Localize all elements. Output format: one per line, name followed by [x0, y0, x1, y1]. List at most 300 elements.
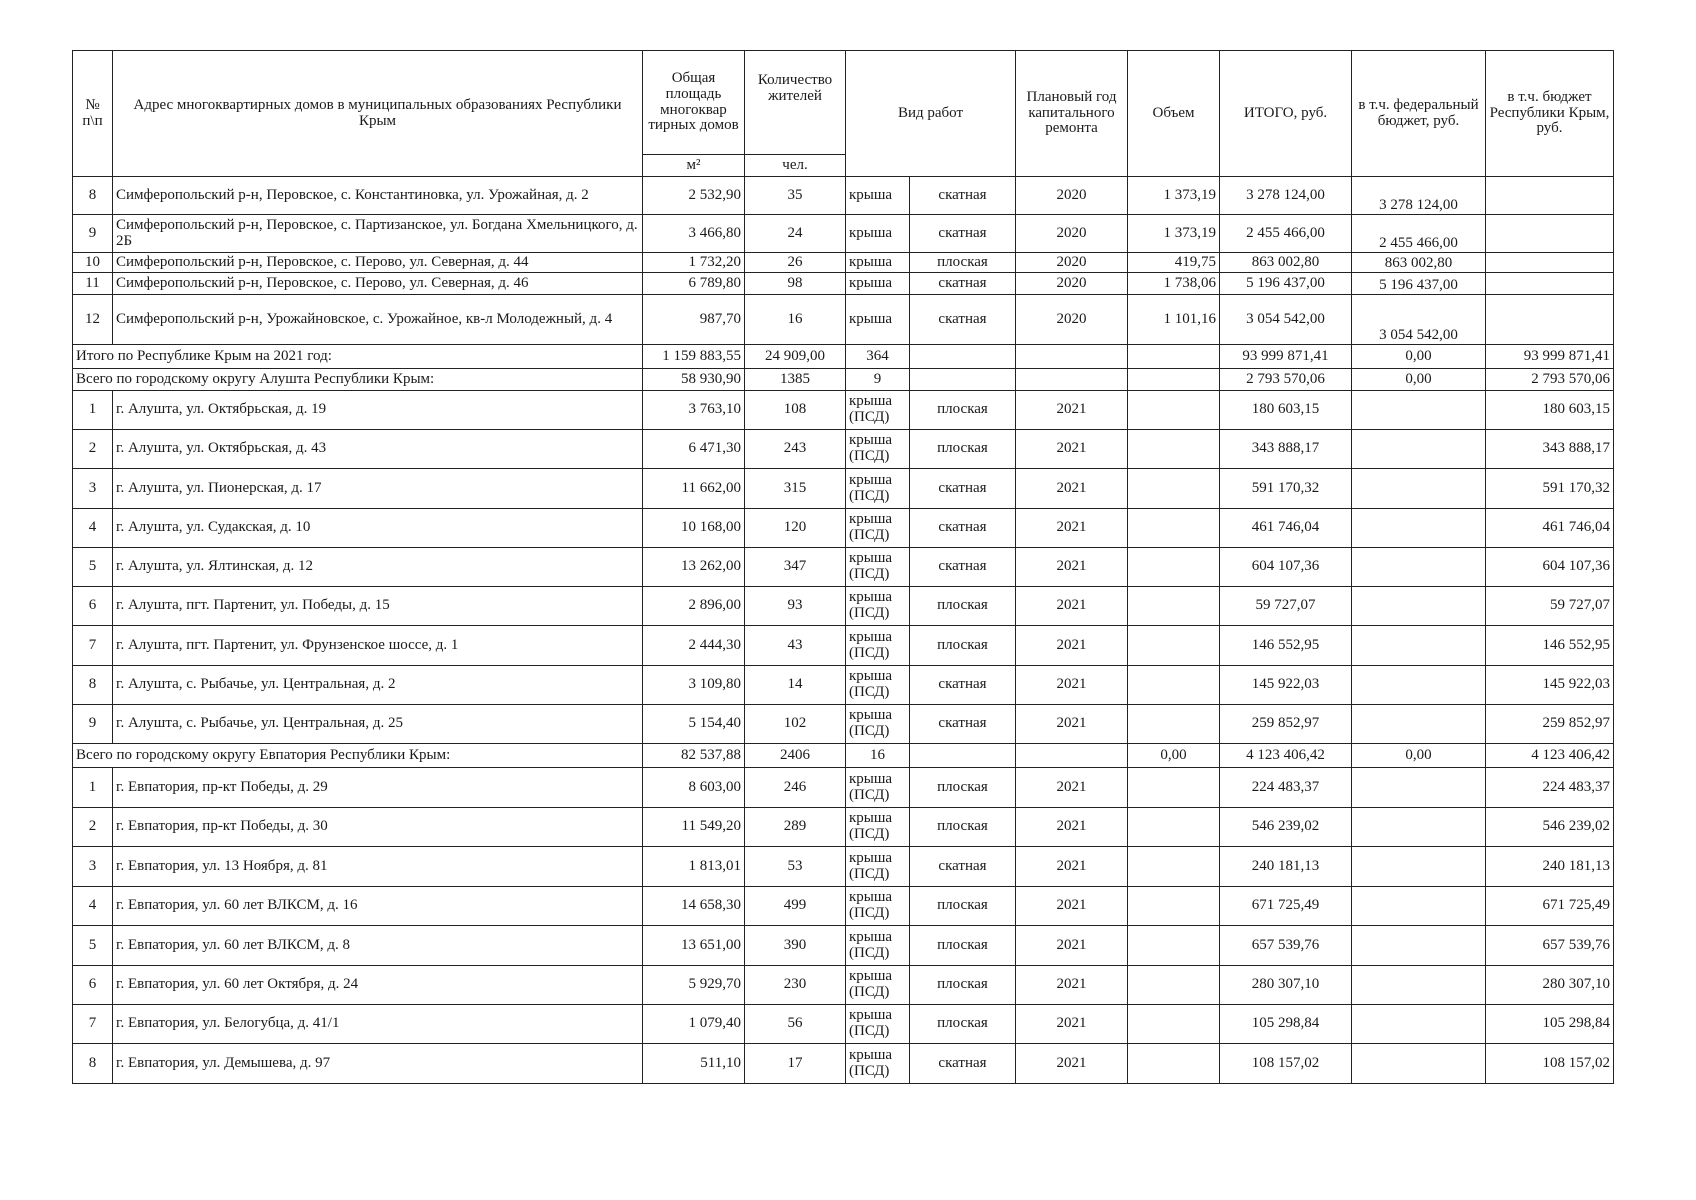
cell-address: г. Алушта, пгт. Партенит, ул. Победы, д. 15 [113, 587, 643, 626]
cell-work-type: крыша (ПСД) [846, 469, 910, 509]
summary-row [73, 369, 1614, 391]
cell-num: 3 [73, 469, 113, 509]
cell-roof-type: скатная [910, 273, 1016, 295]
cell-federal [1352, 768, 1486, 808]
cell-address: г. Алушта, пгт. Партенит, ул. Фрунзенское шоссе, д. 1 [113, 626, 643, 666]
cell-regional [1486, 253, 1614, 273]
cell-area: 1 079,40 [643, 1005, 745, 1044]
cell-residents: 289 [745, 808, 846, 847]
table-row [73, 1005, 1614, 1044]
cell-total: 671 725,49 [1220, 887, 1352, 926]
cell-total: 2 455 466,00 [1220, 215, 1352, 253]
cell-volume [1128, 1044, 1220, 1084]
cell-volume [1128, 768, 1220, 808]
cell-regional: 146 552,95 [1486, 626, 1614, 666]
cell-federal [1352, 966, 1486, 1005]
table-row [73, 469, 1614, 509]
cell-year [1016, 369, 1128, 391]
cell-volume: 419,75 [1128, 253, 1220, 273]
cell-federal: 0,00 [1352, 744, 1486, 768]
cell-regional [1486, 295, 1614, 345]
cell-regional [1486, 215, 1614, 253]
cell-area: 10 168,00 [643, 509, 745, 548]
cell-address: г. Алушта, с. Рыбачье, ул. Центральная, д. 2 [113, 666, 643, 705]
cell-total: 461 746,04 [1220, 509, 1352, 548]
cell-area: 2 896,00 [643, 587, 745, 626]
cell-federal [1352, 705, 1486, 744]
cell-num: 4 [73, 509, 113, 548]
cell-federal: 0,00 [1352, 345, 1486, 369]
cell-num: 1 [73, 391, 113, 430]
cell-year: 2021 [1016, 705, 1128, 744]
cell-federal: 3 054 542,00 [1352, 295, 1486, 345]
cell-address: г. Евпатория, пр-кт Победы, д. 29 [113, 768, 643, 808]
cell-year: 2021 [1016, 666, 1128, 705]
col-header-num: № п\п [73, 51, 113, 177]
cell-work-type: крыша (ПСД) [846, 509, 910, 548]
cell-volume [1128, 430, 1220, 469]
cell-volume [1128, 369, 1220, 391]
cell-work-type: крыша (ПСД) [846, 1044, 910, 1084]
cell-num: 4 [73, 887, 113, 926]
cell-volume [1128, 548, 1220, 587]
cell-address: г. Алушта, ул. Ялтинская, д. 12 [113, 548, 643, 587]
cell-volume [1128, 705, 1220, 744]
cell-work-type: крыша [846, 295, 910, 345]
cell-total: 604 107,36 [1220, 548, 1352, 587]
cell-federal [1352, 847, 1486, 887]
cell-residents: 98 [745, 273, 846, 295]
summary-label: Всего по городскому округу Алушта Республики Крым: [73, 369, 643, 391]
cell-work-type: крыша (ПСД) [846, 847, 910, 887]
table-row [73, 295, 1614, 345]
cell-area: 511,10 [643, 1044, 745, 1084]
cell-year: 2021 [1016, 887, 1128, 926]
cell-year [1016, 345, 1128, 369]
cell-area: 6 789,80 [643, 273, 745, 295]
cell-total: 657 539,76 [1220, 926, 1352, 966]
cell-num: 7 [73, 1005, 113, 1044]
cell-volume: 1 738,06 [1128, 273, 1220, 295]
cell-regional: 546 239,02 [1486, 808, 1614, 847]
cell-num: 9 [73, 705, 113, 744]
cell-regional: 59 727,07 [1486, 587, 1614, 626]
cell-work-type: крыша (ПСД) [846, 548, 910, 587]
cell-volume: 0,00 [1128, 744, 1220, 768]
cell-federal [1352, 887, 1486, 926]
cell-volume [1128, 808, 1220, 847]
cell-federal: 0,00 [1352, 369, 1486, 391]
cell-regional: 105 298,84 [1486, 1005, 1614, 1044]
cell-volume [1128, 391, 1220, 430]
cell-work-type: крыша [846, 273, 910, 295]
cell-total: 145 922,03 [1220, 666, 1352, 705]
cell-year: 2021 [1016, 548, 1128, 587]
cell-federal [1352, 469, 1486, 509]
cell-year: 2021 [1016, 626, 1128, 666]
cell-area: 3 109,80 [643, 666, 745, 705]
cell-address: г. Алушта, с. Рыбачье, ул. Центральная, д. 25 [113, 705, 643, 744]
cell-federal [1352, 548, 1486, 587]
col-header-regional: в т.ч. бюджет Республики Крым, руб. [1486, 51, 1614, 177]
table-row [73, 887, 1614, 926]
col-header-area: Общая площадь многоквар тирных домов [643, 51, 745, 155]
capital-repair-table [72, 50, 1614, 1084]
cell-volume [1128, 587, 1220, 626]
cell-address: г. Алушта, ул. Октябрьская, д. 43 [113, 430, 643, 469]
cell-roof-type: плоская [910, 768, 1016, 808]
cell-year: 2021 [1016, 469, 1128, 509]
cell-residents: 16 [745, 295, 846, 345]
cell-volume [1128, 469, 1220, 509]
cell-volume [1128, 966, 1220, 1005]
cell-volume [1128, 1005, 1220, 1044]
cell-work-type: крыша [846, 253, 910, 273]
cell-area: 6 471,30 [643, 430, 745, 469]
cell-work-type: крыша (ПСД) [846, 587, 910, 626]
cell-area: 1 813,01 [643, 847, 745, 887]
col-header-address: Адрес многоквартирных домов в муниципальных образованиях Республики Крым [113, 51, 643, 177]
cell-total: 259 852,97 [1220, 705, 1352, 744]
cell-residents: 120 [745, 509, 846, 548]
cell-federal [1352, 926, 1486, 966]
cell-year: 2020 [1016, 253, 1128, 273]
cell-residents: 243 [745, 430, 846, 469]
cell-regional: 604 107,36 [1486, 548, 1614, 587]
cell-roof-type: плоская [910, 253, 1016, 273]
cell-federal: 3 278 124,00 [1352, 177, 1486, 215]
cell-total: 343 888,17 [1220, 430, 1352, 469]
cell-total: 93 999 871,41 [1220, 345, 1352, 369]
cell-work-type: крыша (ПСД) [846, 808, 910, 847]
cell-residents: 108 [745, 391, 846, 430]
cell-total: 2 793 570,06 [1220, 369, 1352, 391]
cell-volume [1128, 666, 1220, 705]
cell-federal: 5 196 437,00 [1352, 273, 1486, 295]
col-header-plan-year: Плановый год капитального ремонта [1016, 51, 1128, 177]
cell-work-type: крыша (ПСД) [846, 926, 910, 966]
cell-num: 2 [73, 808, 113, 847]
cell-regional: 224 483,37 [1486, 768, 1614, 808]
cell-num: 10 [73, 253, 113, 273]
cell-regional: 240 181,13 [1486, 847, 1614, 887]
table-row [73, 705, 1614, 744]
cell-address: Симферопольский р-н, Перовское, с. Перово, ул. Северная, д. 44 [113, 253, 643, 273]
cell-regional: 280 307,10 [1486, 966, 1614, 1005]
table-row [73, 666, 1614, 705]
cell-num: 8 [73, 666, 113, 705]
cell-residents: 315 [745, 469, 846, 509]
cell-year: 2021 [1016, 808, 1128, 847]
cell-roof-type: скатная [910, 1044, 1016, 1084]
cell-regional: 4 123 406,42 [1486, 744, 1614, 768]
cell-num: 7 [73, 626, 113, 666]
cell-num: 2 [73, 430, 113, 469]
cell-roof-type: плоская [910, 808, 1016, 847]
cell-regional [1486, 177, 1614, 215]
cell-area: 3 763,10 [643, 391, 745, 430]
cell-address: Симферопольский р-н, Перовское, с. Константиновка, ул. Урожайная, д. 2 [113, 177, 643, 215]
cell-roof-type: скатная [910, 548, 1016, 587]
cell-residents: 14 [745, 666, 846, 705]
cell-volume [1128, 887, 1220, 926]
table-row [73, 273, 1614, 295]
cell-total: 280 307,10 [1220, 966, 1352, 1005]
cell-address: г. Евпатория, пр-кт Победы, д. 30 [113, 808, 643, 847]
cell-year: 2020 [1016, 177, 1128, 215]
table-row [73, 548, 1614, 587]
cell-total: 180 603,15 [1220, 391, 1352, 430]
cell-area: 82 537,88 [643, 744, 745, 768]
cell-residents: 26 [745, 253, 846, 273]
cell-total: 108 157,02 [1220, 1044, 1352, 1084]
cell-year: 2020 [1016, 295, 1128, 345]
col-header-work-type: Вид работ [846, 51, 1016, 177]
cell-area: 5 929,70 [643, 966, 745, 1005]
cell-residents: 24 [745, 215, 846, 253]
cell-federal: 863 002,80 [1352, 253, 1486, 273]
cell-volume [1128, 509, 1220, 548]
cell-total: 4 123 406,42 [1220, 744, 1352, 768]
cell-area: 13 651,00 [643, 926, 745, 966]
cell-roof-type: плоская [910, 587, 1016, 626]
cell-address: г. Алушта, ул. Пионерская, д. 17 [113, 469, 643, 509]
cell-volume: 1 101,16 [1128, 295, 1220, 345]
cell-residents: 43 [745, 626, 846, 666]
cell-total: 146 552,95 [1220, 626, 1352, 666]
table-row [73, 430, 1614, 469]
cell-volume [1128, 847, 1220, 887]
cell-federal [1352, 626, 1486, 666]
cell-address: Симферопольский р-н, Перовское, с. Партизанское, ул. Богдана Хмельницкого, д. 2Б [113, 215, 643, 253]
cell-count: 364 [846, 345, 910, 369]
cell-regional: 145 922,03 [1486, 666, 1614, 705]
cell-residents: 93 [745, 587, 846, 626]
cell-year: 2021 [1016, 391, 1128, 430]
cell-regional: 2 793 570,06 [1486, 369, 1614, 391]
cell-regional: 343 888,17 [1486, 430, 1614, 469]
table-row [73, 847, 1614, 887]
cell-regional [1486, 273, 1614, 295]
cell-total: 240 181,13 [1220, 847, 1352, 887]
cell-work-type: крыша (ПСД) [846, 768, 910, 808]
cell-count: 9 [846, 369, 910, 391]
summary-label: Итого по Республике Крым на 2021 год: [73, 345, 643, 369]
cell-area: 1 159 883,55 [643, 345, 745, 369]
cell-roof-type: плоская [910, 966, 1016, 1005]
col-header-residents: Количество жителей [745, 51, 846, 155]
table-row [73, 509, 1614, 548]
cell-num: 8 [73, 177, 113, 215]
cell-area: 987,70 [643, 295, 745, 345]
cell-address: г. Евпатория, ул. 60 лет Октября, д. 24 [113, 966, 643, 1005]
cell-year: 2021 [1016, 430, 1128, 469]
cell-regional: 259 852,97 [1486, 705, 1614, 744]
cell-roof-type: скатная [910, 509, 1016, 548]
cell-year: 2021 [1016, 966, 1128, 1005]
cell-roof-type: плоская [910, 391, 1016, 430]
cell-address: г. Алушта, ул. Октябрьская, д. 19 [113, 391, 643, 430]
col-header-volume: Объем [1128, 51, 1220, 177]
cell-area: 2 444,30 [643, 626, 745, 666]
cell-federal: 2 455 466,00 [1352, 215, 1486, 253]
cell-work-type: крыша (ПСД) [846, 1005, 910, 1044]
cell-area: 58 930,90 [643, 369, 745, 391]
cell-address: Симферопольский р-н, Перовское, с. Перово, ул. Северная, д. 46 [113, 273, 643, 295]
cell-residents: 230 [745, 966, 846, 1005]
cell-total: 546 239,02 [1220, 808, 1352, 847]
cell-residents: 56 [745, 1005, 846, 1044]
cell-area: 11 662,00 [643, 469, 745, 509]
cell-federal [1352, 666, 1486, 705]
cell-federal [1352, 808, 1486, 847]
cell-address: г. Евпатория, ул. 60 лет ВЛКСМ, д. 8 [113, 926, 643, 966]
cell-area: 3 466,80 [643, 215, 745, 253]
cell-num: 9 [73, 215, 113, 253]
cell-roof-type: скатная [910, 666, 1016, 705]
cell-year: 2021 [1016, 587, 1128, 626]
cell-num: 6 [73, 966, 113, 1005]
cell-work-type: крыша (ПСД) [846, 705, 910, 744]
cell-work-type: крыша [846, 177, 910, 215]
cell-residents: 53 [745, 847, 846, 887]
cell-num: 5 [73, 548, 113, 587]
cell-total: 224 483,37 [1220, 768, 1352, 808]
cell-roof-type: скатная [910, 215, 1016, 253]
cell-year: 2021 [1016, 509, 1128, 548]
cell-address: г. Алушта, ул. Судакская, д. 10 [113, 509, 643, 548]
cell-year: 2020 [1016, 215, 1128, 253]
cell-num: 8 [73, 1044, 113, 1084]
cell-num: 5 [73, 926, 113, 966]
cell-residents: 347 [745, 548, 846, 587]
cell-roof-type: скатная [910, 847, 1016, 887]
cell-residents: 24 909,00 [745, 345, 846, 369]
cell-work-type: крыша [846, 215, 910, 253]
cell-volume [1128, 926, 1220, 966]
summary-row [73, 744, 1614, 768]
cell-roof-type: плоская [910, 926, 1016, 966]
cell-roof-type: плоская [910, 430, 1016, 469]
cell-regional: 461 746,04 [1486, 509, 1614, 548]
cell-total: 591 170,32 [1220, 469, 1352, 509]
cell-roof-type: плоская [910, 887, 1016, 926]
cell-volume [1128, 626, 1220, 666]
cell-num: 6 [73, 587, 113, 626]
cell-total: 59 727,07 [1220, 587, 1352, 626]
cell-regional: 591 170,32 [1486, 469, 1614, 509]
table-row [73, 626, 1614, 666]
cell-num: 11 [73, 273, 113, 295]
cell-roof-type [910, 744, 1016, 768]
cell-num: 3 [73, 847, 113, 887]
cell-total: 105 298,84 [1220, 1005, 1352, 1044]
cell-num: 1 [73, 768, 113, 808]
cell-address: г. Евпатория, ул. Демышева, д. 97 [113, 1044, 643, 1084]
table-row [73, 177, 1614, 215]
cell-count: 16 [846, 744, 910, 768]
cell-residents: 35 [745, 177, 846, 215]
cell-area: 2 532,90 [643, 177, 745, 215]
table-row [73, 768, 1614, 808]
cell-federal [1352, 1005, 1486, 1044]
cell-roof-type [910, 369, 1016, 391]
cell-total: 5 196 437,00 [1220, 273, 1352, 295]
cell-area: 13 262,00 [643, 548, 745, 587]
cell-volume: 1 373,19 [1128, 177, 1220, 215]
cell-federal [1352, 1044, 1486, 1084]
col-header-federal: в т.ч. федеральный бюджет, руб. [1352, 51, 1486, 177]
cell-work-type: крыша (ПСД) [846, 966, 910, 1005]
cell-total: 863 002,80 [1220, 253, 1352, 273]
cell-roof-type: скатная [910, 705, 1016, 744]
cell-federal [1352, 509, 1486, 548]
col-header-area-unit: м² [643, 155, 745, 177]
table-row [73, 253, 1614, 273]
cell-residents: 17 [745, 1044, 846, 1084]
cell-residents: 2406 [745, 744, 846, 768]
cell-address: г. Евпатория, ул. Белогубца, д. 41/1 [113, 1005, 643, 1044]
table-row [73, 926, 1614, 966]
cell-work-type: крыша (ПСД) [846, 626, 910, 666]
cell-residents: 499 [745, 887, 846, 926]
cell-work-type: крыша (ПСД) [846, 430, 910, 469]
cell-volume [1128, 345, 1220, 369]
cell-area: 5 154,40 [643, 705, 745, 744]
cell-year: 2021 [1016, 847, 1128, 887]
table-header [73, 51, 1614, 177]
cell-volume: 1 373,19 [1128, 215, 1220, 253]
cell-federal [1352, 587, 1486, 626]
cell-regional: 671 725,49 [1486, 887, 1614, 926]
cell-roof-type: скатная [910, 295, 1016, 345]
cell-address: г. Евпатория, ул. 60 лет ВЛКСМ, д. 16 [113, 887, 643, 926]
table-row [73, 808, 1614, 847]
cell-year: 2021 [1016, 1044, 1128, 1084]
cell-roof-type: плоская [910, 626, 1016, 666]
table-row [73, 587, 1614, 626]
cell-work-type: крыша (ПСД) [846, 887, 910, 926]
summary-row [73, 345, 1614, 369]
cell-area: 14 658,30 [643, 887, 745, 926]
cell-num: 12 [73, 295, 113, 345]
table-row [73, 391, 1614, 430]
table-row [73, 966, 1614, 1005]
cell-year: 2021 [1016, 768, 1128, 808]
cell-federal [1352, 391, 1486, 430]
cell-roof-type: плоская [910, 1005, 1016, 1044]
cell-area: 8 603,00 [643, 768, 745, 808]
cell-roof-type: скатная [910, 469, 1016, 509]
cell-federal [1352, 430, 1486, 469]
cell-year: 2021 [1016, 1005, 1128, 1044]
cell-residents: 102 [745, 705, 846, 744]
cell-year: 2021 [1016, 926, 1128, 966]
cell-roof-type [910, 345, 1016, 369]
cell-residents: 1385 [745, 369, 846, 391]
cell-total: 3 054 542,00 [1220, 295, 1352, 345]
cell-year: 2020 [1016, 273, 1128, 295]
cell-address: г. Евпатория, ул. 13 Ноября, д. 81 [113, 847, 643, 887]
cell-work-type: крыша (ПСД) [846, 666, 910, 705]
cell-address: Симферопольский р-н, Урожайновское, с. Урожайное, кв-л Молодежный, д. 4 [113, 295, 643, 345]
cell-regional: 108 157,02 [1486, 1044, 1614, 1084]
table-row [73, 215, 1614, 253]
cell-regional: 180 603,15 [1486, 391, 1614, 430]
cell-area: 1 732,20 [643, 253, 745, 273]
table-row [73, 1044, 1614, 1084]
col-header-residents-unit: чел. [745, 155, 846, 177]
